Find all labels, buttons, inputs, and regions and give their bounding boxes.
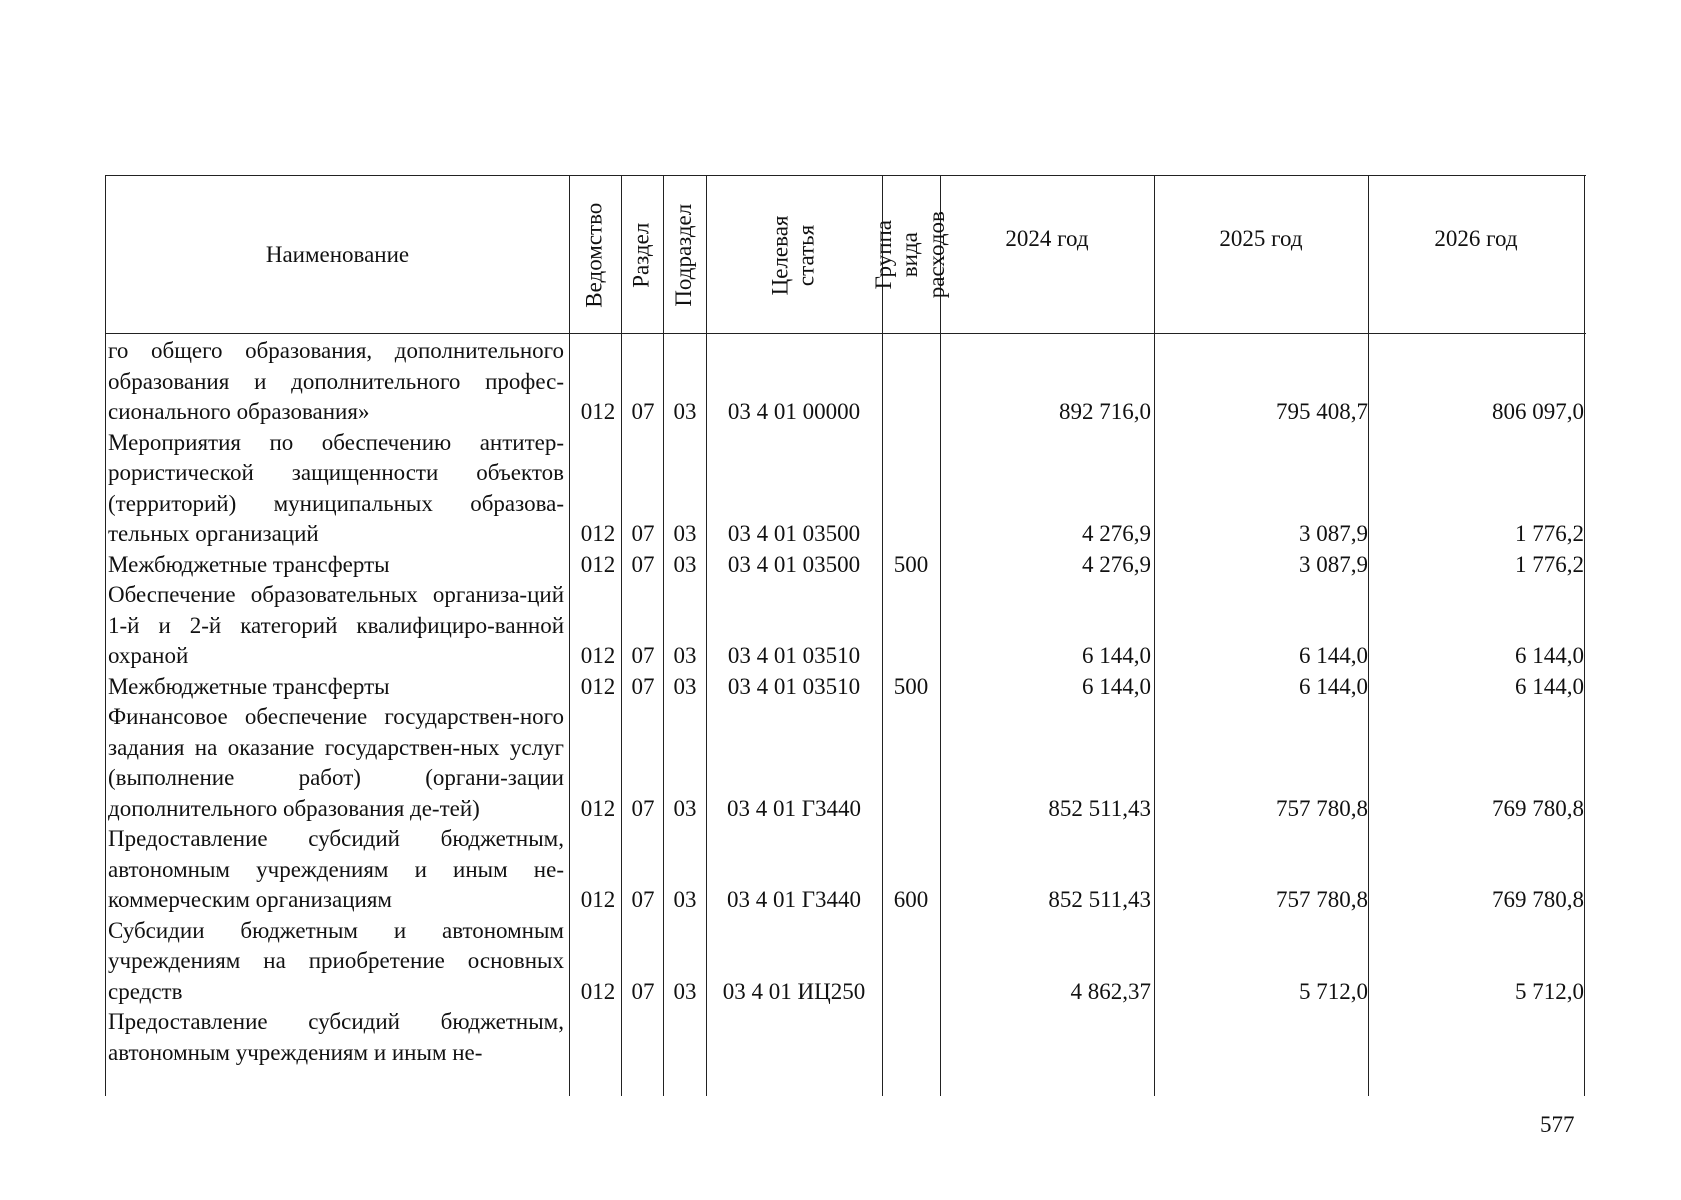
cell-podrazdel: 03: [673, 795, 697, 821]
header-2024-label: 2024 год: [1005, 226, 1089, 251]
cell-celevaya: 03 4 01 00000: [727, 399, 861, 424]
cell-2026: 1 776,2: [1515, 521, 1584, 546]
cell-2025: 6 144,0: [1299, 643, 1368, 668]
page-number: 577: [1540, 1112, 1575, 1137]
cell-gruppa: 600: [893, 887, 929, 912]
row-name: Межбюджетные трансферты: [108, 551, 390, 577]
table-row: [106, 550, 1586, 581]
cell-2024: 4 276,9: [1082, 551, 1151, 577]
table-header: [106, 176, 1586, 334]
cell-razdel: 07: [631, 887, 655, 912]
cell-podrazdel: 03: [673, 673, 697, 699]
row-name: Мероприятия по обеспечению антитер-рористической защищенности объектов (территорий) муниципальных образова-тельных организаций: [108, 429, 564, 546]
cell-razdel: 07: [631, 551, 655, 577]
cell-razdel: 07: [631, 673, 655, 699]
cell-2026: 769 780,8: [1492, 795, 1584, 821]
table-row: [106, 824, 1586, 916]
cell-celevaya: 03 4 01 Г3440: [726, 795, 862, 821]
header-gruppa-label: Группа вида расходов: [871, 211, 950, 299]
header-2025: [1154, 176, 1368, 334]
table-row: [106, 1007, 1586, 1068]
cell-2026: 6 144,0: [1515, 643, 1584, 668]
header-celevaya-label: Целевая статья: [767, 215, 819, 295]
table-row: [106, 672, 1586, 703]
cell-celevaya: 03 4 01 ИЦ250: [722, 978, 866, 1004]
cell-celevaya: 03 4 01 03510: [727, 643, 861, 668]
cell-2024: 892 716,0: [1059, 399, 1151, 424]
row-name: го общего образования, дополнительного образования и дополнительного профес-сионального образования»: [108, 338, 564, 424]
cell-razdel: 07: [631, 521, 655, 546]
cell-gruppa: 500: [893, 551, 929, 577]
row-name: Субсидии бюджетным и автономным учреждениям на приобретение основных средств: [108, 917, 564, 1004]
header-podrazdel: [663, 176, 706, 334]
header-name-label: Наименование: [265, 241, 410, 267]
cell-2025: 795 408,7: [1276, 399, 1368, 424]
cell-podrazdel: 03: [673, 887, 697, 912]
row-name: Межбюджетные трансферты: [108, 673, 390, 699]
cell-celevaya: 03 4 01 03500: [727, 521, 861, 546]
table-row: [106, 916, 1586, 1008]
cell-podrazdel: 03: [673, 978, 697, 1004]
row-name: Предоставление субсидий бюджетным, автономным учреждениям и иным не-: [108, 1009, 564, 1065]
cell-podrazdel: 03: [673, 521, 697, 546]
cell-celevaya: 03 4 01 03500: [727, 551, 861, 577]
cell-celevaya: 03 4 01 03510: [727, 673, 861, 699]
header-name: [106, 176, 569, 334]
cell-ved: 012: [580, 795, 616, 821]
budget-table: [105, 175, 1586, 1096]
cell-2026: 769 780,8: [1492, 887, 1584, 912]
cell-2024: 4 862,37: [1070, 978, 1151, 1004]
header-razdel: [621, 176, 663, 334]
cell-2026: 806 097,0: [1492, 399, 1584, 424]
cell-2024: 4 276,9: [1082, 521, 1151, 546]
header-razdel-label: Раздел: [628, 222, 654, 288]
cell-ved: 012: [580, 643, 616, 668]
row-name: Финансовое обеспечение государствен-ного задания на оказание государствен-ных услуг (выполнение работ) (органи-зации дополнительного образования де-тей): [108, 704, 564, 821]
cell-podrazdel: 03: [673, 399, 697, 424]
header-ved-label: Ведомство: [581, 202, 607, 308]
header-2024: [940, 176, 1154, 334]
header-podrazdel-label: Подраздел: [671, 203, 697, 307]
table-row: [106, 702, 1586, 824]
cell-2025: 6 144,0: [1299, 673, 1368, 699]
cell-razdel: 07: [631, 795, 655, 821]
cell-2025: 3 087,9: [1299, 551, 1368, 577]
cell-ved: 012: [580, 673, 616, 699]
cell-2024: 852 511,43: [1048, 795, 1151, 821]
cell-razdel: 07: [631, 978, 655, 1004]
table-row: [106, 580, 1586, 672]
cell-2026: 6 144,0: [1515, 673, 1584, 699]
cell-ved: 012: [580, 521, 616, 546]
cell-ved: 012: [580, 551, 616, 577]
cell-ved: 012: [580, 399, 616, 424]
cell-ved: 012: [580, 887, 616, 912]
table-body: [106, 336, 1586, 1068]
cell-2025: 757 780,8: [1276, 795, 1368, 821]
cell-razdel: 07: [631, 643, 655, 668]
header-2025-label: 2025 год: [1219, 226, 1303, 251]
header-celevaya: [706, 176, 882, 334]
cell-razdel: 07: [631, 399, 655, 424]
cell-2026: 5 712,0: [1515, 978, 1584, 1004]
cell-2025: 5 712,0: [1299, 978, 1368, 1004]
cell-2024: 6 144,0: [1082, 673, 1151, 699]
cell-2024: 852 511,43: [1048, 887, 1151, 912]
cell-celevaya: 03 4 01 Г3440: [726, 887, 862, 912]
header-gruppa: [871, 176, 950, 334]
cell-gruppa: 500: [893, 673, 929, 699]
cell-podrazdel: 03: [673, 551, 697, 577]
cell-2026: 1 776,2: [1515, 551, 1584, 577]
cell-2025: 757 780,8: [1276, 887, 1368, 912]
header-2026: [1368, 176, 1584, 334]
cell-ved: 012: [580, 978, 616, 1004]
cell-2025: 3 087,9: [1299, 521, 1368, 546]
row-name: Обеспечение образовательных организа-ций 1-й и 2-й категорий квалифициро-ванной охраной: [108, 582, 564, 668]
table-row: [106, 428, 1586, 550]
header-ved: [569, 176, 621, 334]
header-2026-label: 2026 год: [1434, 226, 1518, 251]
cell-2024: 6 144,0: [1082, 643, 1151, 668]
table-row: [106, 336, 1586, 428]
row-name: Предоставление субсидий бюджетным, автономным учреждениям и иным не-коммерческим организациям: [108, 826, 564, 912]
cell-podrazdel: 03: [673, 643, 697, 668]
